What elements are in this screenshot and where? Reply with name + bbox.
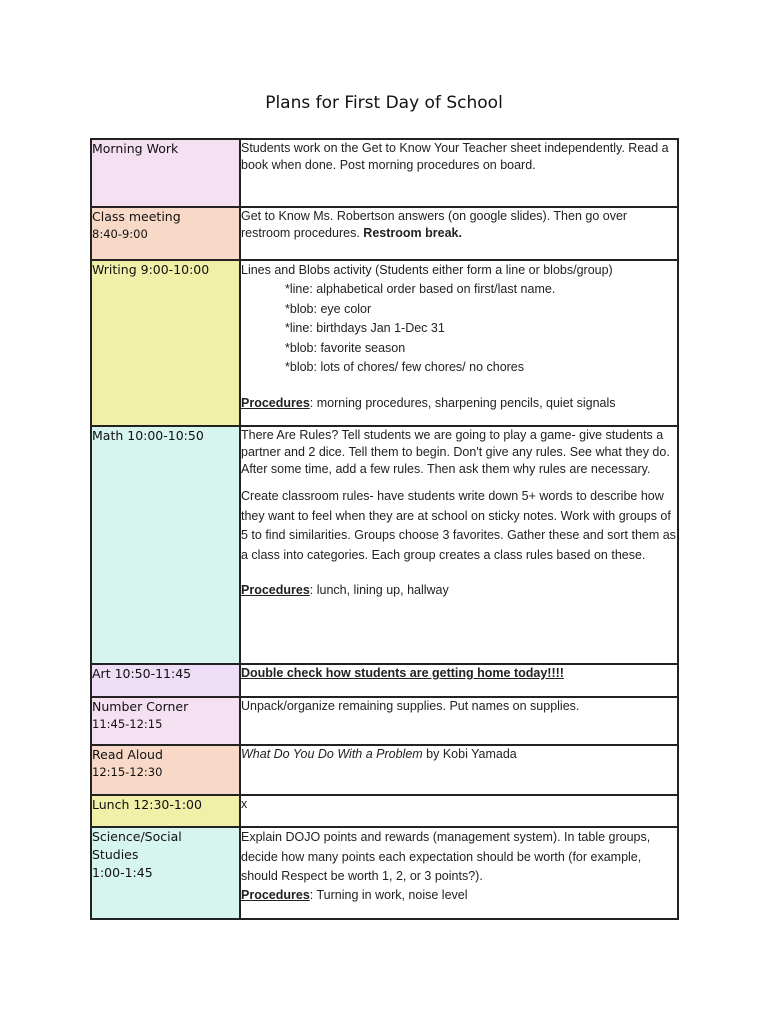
table-row bbox=[91, 260, 678, 426]
table-row bbox=[91, 745, 678, 795]
list-item: *blob: favorite season bbox=[285, 340, 406, 355]
row-content-text: x bbox=[241, 797, 248, 811]
row-content bbox=[240, 426, 678, 664]
procedures-label: Procedures bbox=[241, 583, 310, 597]
row-content bbox=[240, 795, 678, 827]
row-content bbox=[240, 260, 678, 426]
row-label bbox=[91, 795, 240, 827]
procedures-text: : morning procedures, sharpening pencils, quiet signals bbox=[309, 395, 616, 410]
row-label-text: Science/Social Studies bbox=[92, 829, 182, 862]
table-row bbox=[91, 697, 678, 745]
row-content bbox=[240, 207, 678, 260]
procedures-line bbox=[241, 395, 677, 412]
row-label bbox=[91, 426, 240, 664]
row-label-text: Morning Work bbox=[92, 141, 179, 156]
table-row bbox=[91, 139, 678, 207]
row-label bbox=[91, 664, 240, 697]
procedures-text: : lunch, lining up, hallway bbox=[309, 583, 449, 597]
table-row bbox=[91, 827, 678, 919]
row-content bbox=[240, 697, 678, 745]
row-label-text: Writing 9:00-10:00 bbox=[92, 262, 210, 277]
table-row bbox=[91, 664, 678, 697]
art-reminder: Double check how students are getting home today!!!! bbox=[241, 666, 564, 680]
row-content bbox=[240, 827, 678, 919]
procedures-line bbox=[241, 887, 677, 904]
row-label bbox=[91, 827, 240, 919]
row-time: 11:45-12:15 bbox=[92, 717, 163, 731]
list-item: *blob: lots of chores/ few chores/ no chores bbox=[285, 360, 525, 374]
procedures-text: : Turning in work, noise level bbox=[309, 887, 468, 902]
book-author: by Kobi Yamada bbox=[422, 747, 517, 761]
row-time: 12:15-12:30 bbox=[92, 765, 163, 779]
table-row bbox=[91, 207, 678, 260]
row-label-text: Read Aloud bbox=[92, 747, 163, 762]
procedures-label: Procedures bbox=[241, 395, 310, 410]
list-item: *line: birthdays Jan 1-Dec 31 bbox=[285, 321, 445, 335]
page-title: Plans for First Day of School bbox=[265, 93, 503, 113]
row-time: 1:00-1:45 bbox=[92, 865, 153, 880]
list-item: *blob: eye color bbox=[285, 301, 372, 316]
restroom-break-text: Restroom break. bbox=[363, 226, 462, 240]
schedule-table bbox=[90, 138, 679, 920]
procedures-label: Procedures bbox=[241, 887, 310, 902]
math-paragraph-1: There Are Rules? Tell students we are going to play a game- give students a partner and 2 dice. Tell them to begin. Don't give any rules. See what they do. After some time, add a few rules. Then ask them why rules are necessary. bbox=[241, 428, 670, 476]
table-row bbox=[91, 795, 678, 827]
writing-intro: Lines and Blobs activity (Students either form a line or blobs/group) bbox=[241, 263, 613, 277]
row-label bbox=[91, 745, 240, 795]
row-label-text: Number Corner bbox=[92, 699, 189, 714]
row-label bbox=[91, 207, 240, 260]
row-label bbox=[91, 260, 240, 426]
row-content-text: Explain DOJO points and rewards (management system). In table groups, decide how many points each expectation should be worth (for example, should Respect be worth 1, 2, or 3 points?). bbox=[241, 830, 651, 883]
row-label-text: Math 10:00-10:50 bbox=[92, 428, 204, 443]
row-label bbox=[91, 139, 240, 207]
procedures-line bbox=[241, 582, 677, 599]
row-content bbox=[240, 139, 678, 207]
row-content bbox=[240, 745, 678, 795]
table-row bbox=[91, 426, 678, 664]
row-content-text: Get to Know Ms. Robertson answers (on google slides). Then go over restroom procedures. bbox=[241, 209, 628, 240]
list-item: *line: alphabetical order based on first/last name. bbox=[285, 282, 556, 296]
book-title: What Do You Do With a Problem bbox=[241, 747, 423, 761]
row-time: 8:40-9:00 bbox=[92, 227, 148, 241]
row-label-text: Art 10:50-11:45 bbox=[92, 666, 192, 681]
math-paragraph-2: Create classroom rules- have students write down 5+ words to describe how they want to feel when they are at school on sticky notes. Work with groups of 5 to find similarities. Groups choose 3 favorites. Gather these and sort them as a class into categories. Each group creates a class rules based on these. bbox=[241, 489, 676, 562]
row-content-text: Students work on the Get to Know Your Teacher sheet independently. Read a book when done. Post morning procedures on board. bbox=[241, 141, 669, 172]
row-label-text: Class meeting bbox=[92, 209, 181, 224]
row-content bbox=[240, 664, 678, 697]
row-label bbox=[91, 697, 240, 745]
row-label-text: Lunch 12:30-1:00 bbox=[92, 797, 202, 812]
row-content-text: Unpack/organize remaining supplies. Put names on supplies. bbox=[241, 699, 580, 713]
